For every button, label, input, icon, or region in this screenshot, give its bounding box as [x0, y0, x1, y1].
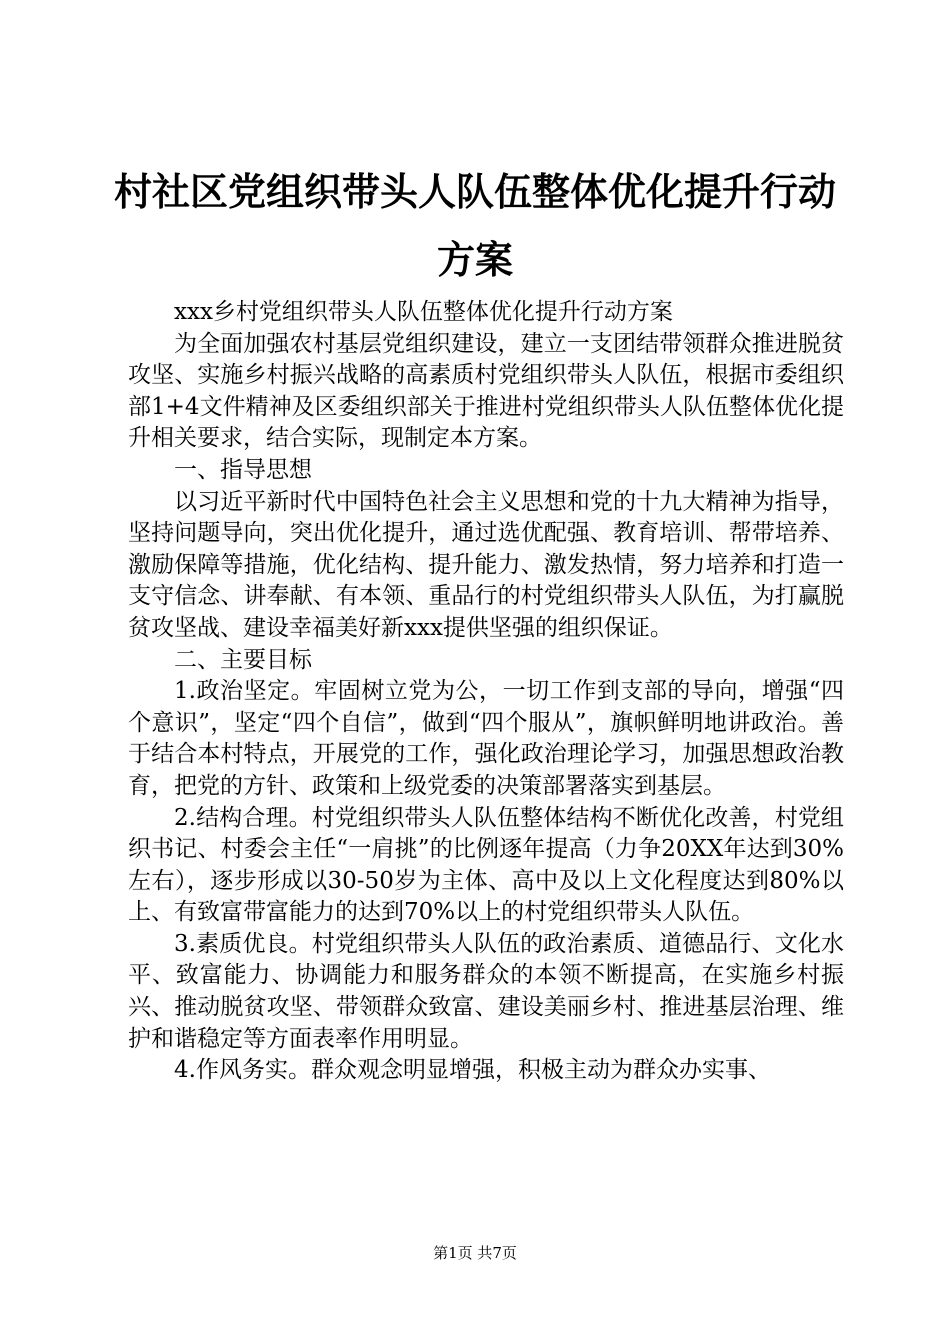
page-footer: 第1页 共7页	[433, 1244, 517, 1262]
section-heading-guiding-thought: 一、指导思想	[174, 456, 312, 483]
document-body	[128, 297, 844, 1087]
goal-item-1: 1.政治坚定。牢固树立党为公，一切工作到支部的导向，增强“四个意识”，坚定“四个自信”，做到“四个服从”，旗帜鲜明地讲政治。善于结合本村特点，开展党的工作，强化政治理论学习，加强思想政治教育，把党的方针、政策和上级党委的决策部署落实到基层。	[128, 678, 844, 799]
goal-item-3: 3.素质优良。村党组织带头人队伍的政治素质、道德品行、文化水平、致富能力、协调能力和服务群众的本领不断提高，在实施乡村振兴、推动脱贫攻坚、带领群众致富、建设美丽乡村、推进基层治理、维护和谐稳定等方面表率作用明显。	[128, 930, 844, 1052]
intro-paragraph: 为全面加强农村基层党组织建设，建立一支团结带领群众推进脱贫攻坚、实施乡村振兴战略的高素质村党组织带头人队伍，根据市委组织部1+4文件精神及区委组织部关于推进村党组织带头人队伍整体优化提升相关要求，结合实际，现制定本方案。	[128, 330, 844, 452]
goal-item-2: 2.结构合理。村党组织带头人队伍整体结构不断优化改善，村党组织书记、村委会主任“一肩挑”的比例逐年提高（力争20XX年达到30%左右），逐步形成以30-50岁为主体、高中及以上文化程度达到80%以上、有致富带富能力的达到70%以上的村党组织带头人队伍。	[128, 804, 844, 926]
goal-item-4: 4.作风务实。群众观念明显增强，积极主动为群众办实事、	[174, 1057, 771, 1084]
subtitle-paragraph: xxx乡村党组织带头人队伍整体优化提升行动方案	[174, 299, 673, 325]
document-title: 村社区党组织带头人队伍整体优化提升行动方案	[113, 169, 836, 282]
section-heading-main-goals: 二、主要目标	[174, 646, 312, 673]
guiding-thought-paragraph: 以习近平新时代中国特色社会主义思想和党的十九大精神为指导，坚持问题导向，突出优化提升，通过选优配强、教育培训、帮带培养、激励保障等措施，优化结构、提升能力、激发热情，努力培养和打造一支守信念、讲奉献、有本领、重品行的村党组织带头人队伍，为打赢脱贫攻坚战、建设幸福美好新xxx提供坚强的组织保证。	[128, 488, 844, 641]
